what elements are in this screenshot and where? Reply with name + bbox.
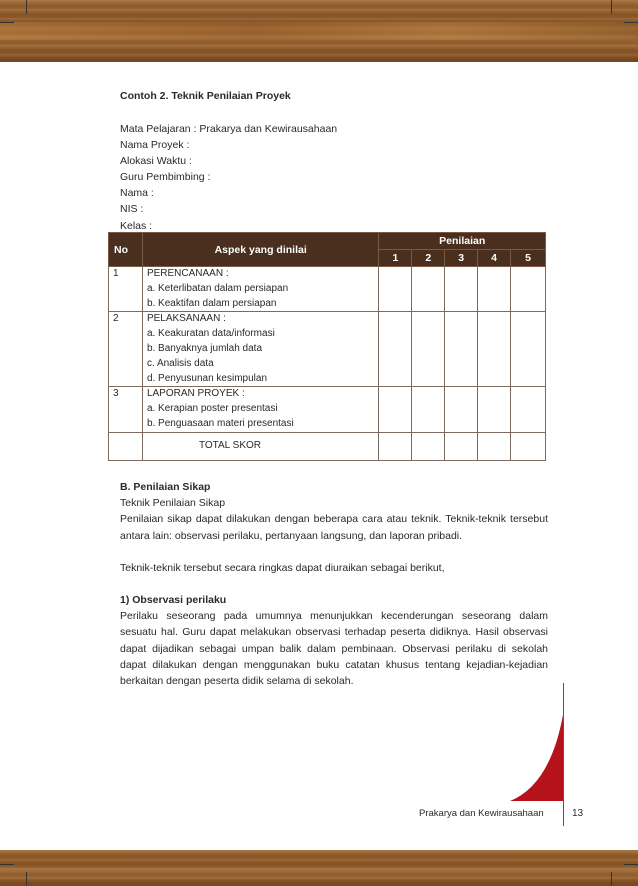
score-header: 2 [412, 250, 445, 267]
aspect-line: a. Keterlibatan dalam persiapan [146, 282, 289, 294]
score-cell[interactable] [412, 312, 445, 387]
aspect-line: b. Banyaknya jumlah data [146, 342, 263, 354]
meta-line: Mata Pelajaran : Prakarya dan Kewirausahaan [120, 123, 338, 135]
score-cell[interactable] [379, 387, 412, 432]
aspect-line: c. Analisis data [146, 357, 214, 369]
row-number: 2 [109, 312, 143, 387]
score-cell[interactable] [379, 312, 412, 387]
decorative-curve [510, 715, 564, 801]
score-header: 5 [511, 250, 546, 267]
attitude-section [120, 479, 548, 689]
col-no-header: No [109, 233, 143, 267]
aspect-line: b. Penguasaan materi presentasi [146, 417, 294, 429]
score-header: 1 [379, 250, 412, 267]
score-cell[interactable] [478, 312, 511, 387]
aspect-cell [142, 312, 378, 387]
paragraph: Perilaku seseorang pada umumnya menunjukkan kecenderungan seseorang dalam sesuatu hal. Guru dapat melakukan observasi terhadap peserta didiknya. Hasil observasi dapat dijadikan sebagai umpan balik dalam pembinaan. Observasi perilaku di sekolah dapat dilakukan dengan menggunakan buku catatan khusus tentang kejadian-kejadian berkaitan dengan peserta didik selama di sekolah. [120, 610, 548, 688]
row-number: 3 [109, 387, 143, 432]
score-header: 3 [445, 250, 478, 267]
crop-mark [0, 864, 14, 865]
meta-line: Alokasi Waktu : [120, 155, 192, 168]
page-number: 13 [572, 808, 584, 819]
score-cell[interactable] [445, 312, 478, 387]
meta-line: Guru Pembimbing : [120, 171, 211, 184]
crop-mark [26, 0, 27, 14]
project-meta [120, 121, 337, 234]
score-cell[interactable] [445, 267, 478, 312]
crop-mark [624, 22, 638, 23]
meta-line: NIS : [120, 203, 144, 216]
side-rule [563, 683, 564, 801]
crop-mark [624, 864, 638, 865]
score-cell[interactable] [478, 387, 511, 432]
aspect-line: PERENCANAAN : [146, 268, 229, 279]
score-cell[interactable] [412, 387, 445, 432]
table-row [109, 387, 546, 432]
score-cell[interactable] [511, 432, 546, 460]
score-cell[interactable] [445, 432, 478, 460]
total-row [109, 432, 546, 460]
aspect-line: PELAKSANAAN : [146, 313, 226, 325]
row-number: 1 [109, 267, 143, 312]
meta-line: Nama : [120, 187, 154, 200]
aspect-line: d. Penyusunan kesimpulan [146, 372, 268, 384]
score-cell[interactable] [511, 267, 546, 312]
crop-mark [0, 22, 14, 23]
score-cell[interactable] [379, 432, 412, 460]
section-title: Contoh 2. Teknik Penilaian Proyek [120, 90, 291, 102]
aspect-line: a. Kerapian poster presentasi [146, 403, 278, 415]
assessment-table [108, 232, 546, 461]
section-heading: B. Penilaian Sikap [120, 481, 211, 493]
score-cell[interactable] [379, 267, 412, 312]
footer-divider [563, 800, 564, 826]
section-subheading: Teknik Penilaian Sikap [120, 497, 226, 510]
score-cell[interactable] [478, 267, 511, 312]
score-cell[interactable] [412, 432, 445, 460]
footer-book-title: Prakarya dan Kewirausahaan [419, 808, 544, 819]
crop-mark [611, 872, 612, 886]
aspect-line: b. Keaktifan dalam persiapan [146, 297, 277, 309]
table-row [109, 312, 546, 387]
score-cell[interactable] [445, 387, 478, 432]
col-penilaian-header: Penilaian [379, 233, 546, 250]
top-wood-border [0, 0, 638, 62]
aspect-line: a. Keakuratan data/informasi [146, 328, 275, 340]
crop-mark [26, 872, 27, 886]
bottom-wood-border [0, 850, 638, 886]
aspect-cell [142, 387, 378, 432]
aspect-cell [142, 267, 378, 312]
aspect-line: LAPORAN PROYEK : [146, 388, 245, 400]
col-aspek-header: Aspek yang dinilai [142, 233, 378, 267]
total-label: TOTAL SKOR [142, 432, 378, 460]
score-cell[interactable] [478, 432, 511, 460]
crop-mark [611, 0, 612, 14]
subsection-heading: 1) Observasi perilaku [120, 594, 227, 607]
table-row [109, 267, 546, 312]
paragraph: Penilaian sikap dapat dilakukan dengan beberapa cara atau teknik. Teknik-teknik tersebut antara lain: observasi perilaku, pertanyaan langsung, dan laporan pribadi. [120, 513, 548, 542]
paragraph: Teknik-teknik tersebut secara ringkas dapat diuraikan sebagai berikut, [120, 561, 445, 574]
total-empty-cell [109, 432, 143, 460]
score-cell[interactable] [511, 312, 546, 387]
score-cell[interactable] [412, 267, 445, 312]
score-header: 4 [478, 250, 511, 267]
score-cell[interactable] [511, 387, 546, 432]
meta-line: Kelas : [120, 219, 153, 232]
meta-line: Nama Proyek : [120, 139, 190, 152]
